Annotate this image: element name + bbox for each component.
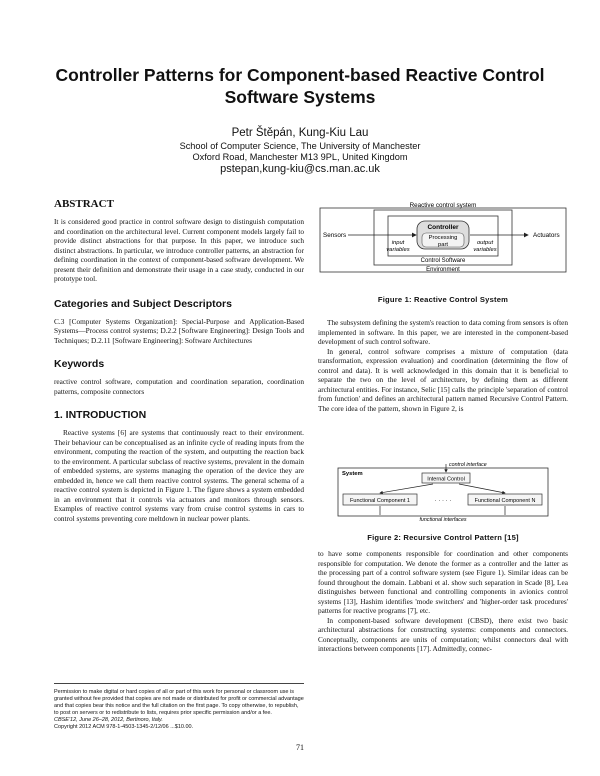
author-names: Petr Štěpán, Kung-Kiu Lau bbox=[231, 127, 369, 139]
functional-interfaces-label: functional interfaces bbox=[419, 517, 467, 522]
output-label-1: output bbox=[476, 240, 494, 246]
system-label: System bbox=[342, 471, 363, 477]
component-n-label: Functional Component N bbox=[474, 498, 536, 504]
title-line-2: Software Systems bbox=[224, 87, 376, 107]
internal-control-label: Internal Control bbox=[427, 476, 465, 483]
controller-label: Controller bbox=[427, 224, 459, 231]
figure-1 bbox=[318, 200, 568, 304]
right-paragraph-2: In general, control software comprises a mixture of computation (data transformation, expression evaluation) and coordination (determining the flow of control and data). It is well acknowledged in this domain that it is beneficial to separate the two on the level of architecture, by defining them as different architectural entities. For instance, Selic [15] calls the principle 'separation of control from function' and defines an architectural pattern named Recursive Control Pattern. The core idea of the pattern, shown in Figure 2, is bbox=[318, 346, 568, 413]
page-number: 71 bbox=[296, 743, 304, 752]
control-software-label: Control Software bbox=[420, 258, 466, 264]
figure-2 bbox=[318, 460, 568, 542]
control-to-component-n bbox=[459, 484, 505, 493]
part-label: part bbox=[438, 242, 448, 248]
introduction-paragraph: Reactive systems [6] are systems that continuously react to their environment. Their behaviour can be conceptualised as an infinite cycle of reading inputs from the environment, computing the reaction of the system, and outputting the reaction back to the environment. A particular subclass of reactive systems, prevalent in the domain of embedded systems, are systems managing the operation of the device they are embedded in, hence we call them reactive control systems. The general schema of a reactive control system is depicted in Figure 1. The figure shows a system embedded in an environment that it controls via actuators and monitors through sensors. Examples of reactive control systems vary from cruise control systems in cars to control systems preventing core meltdown in nuclear power plants. bbox=[54, 428, 304, 523]
right-paragraph-4: In component-based software development (CBSD), there exist two basic architectural abstractions for constructing systems: components and connectors. Conceptually, components are units of computation; whilst connectors deal with interactions between components [17]. Admittedly, connec- bbox=[318, 615, 568, 653]
control-interface-label: control interface bbox=[449, 462, 487, 468]
figure-1-caption: Figure 1: Reactive Control System bbox=[377, 295, 509, 304]
input-label-2: variables bbox=[386, 247, 410, 253]
abstract-text: It is considered good practice in control software design to distinguish computation and coordination on the architectural level. Current component models largely fail to provide distinct abstractions for that purpose. In this paper, we introduce such distinct abstractions. In particular, we introduce controller patterns, an abstraction for defining coordination in the context of component-based software development. We present their definition and demonstrate their usage in a case study, conducted in our prototype tool. bbox=[54, 217, 304, 283]
categories-text: C.3 [Computer Systems Organization]: Special-Purpose and Application-Based Systems—Process control systems; D.2.2 [Software Engineering]: Design Tools and Techniques; D.2.11 [Software Engineering]: Software Architectures bbox=[54, 316, 304, 345]
author-block bbox=[60, 126, 540, 176]
right-column-upper bbox=[318, 318, 568, 413]
reactive-system-label: Reactive control system bbox=[409, 202, 477, 209]
permission-text: Permission to make digital or hard copies of all or part of this work for personal or classroom use is granted without fee provided that copies are not made or distributed for profit or commercial advantage and that copies bear this notice and the full citation on the first page. To copy otherwise, to republish, to post on servers or to redistribute to lists, requires prior specific permission and/or a fee. bbox=[54, 689, 304, 717]
actuators-label: Actuators bbox=[533, 232, 560, 239]
component-1-label: Functional Component 1 bbox=[350, 498, 410, 504]
environment-label: Environment bbox=[426, 267, 460, 273]
ellipsis-label: · · · · · bbox=[434, 498, 452, 504]
paper-title bbox=[40, 64, 560, 108]
figure-2-caption: Figure 2: Recursive Control Pattern [15] bbox=[367, 533, 519, 542]
output-label-2: variables bbox=[473, 247, 497, 253]
keywords-heading: Keywords bbox=[54, 358, 105, 370]
right-paragraph-3: to have some components responsible for coordination and other components responsible for computation. We denote the former as a controller and the latter as the processing part of a control software system (see Figure 1). Similar ideas can be found throughout the domain. Labbani et al. show such separation in Scade [8], Lea distinguishes between functional and controlling components in avionics control systems [13], Hashim identifies 'mode switchers' and 'higher-order task procedures' patterns for reactive programs [7], etc. bbox=[318, 549, 568, 615]
affiliation-line-1: School of Computer Science, The University of Manchester bbox=[179, 141, 421, 151]
author-email: pstepan,kung-kiu@cs.man.ac.uk bbox=[220, 162, 380, 175]
input-label-1: input bbox=[391, 240, 405, 246]
footnote-rule bbox=[54, 683, 304, 684]
left-column bbox=[54, 198, 304, 523]
title-line-1: Controller Patterns for Component-based Reactive Control bbox=[55, 65, 545, 85]
figure-1-diagram bbox=[318, 200, 568, 282]
introduction-heading: 1. INTRODUCTION bbox=[54, 409, 147, 421]
sensors-label: Sensors bbox=[323, 232, 347, 239]
right-paragraph-1: The subsystem defining the system's reaction to data coming from sensors is often implemented in software. In this paper, we are interested in the component-based development of such control software. bbox=[318, 318, 568, 346]
control-to-component-1 bbox=[380, 484, 433, 493]
abstract-heading: ABSTRACT bbox=[54, 198, 114, 210]
right-column-lower bbox=[318, 549, 568, 654]
affiliation-line-2: Oxford Road, Manchester M13 9PL, United Kingdom bbox=[192, 151, 408, 162]
figure-2-diagram bbox=[318, 460, 568, 522]
venue-line: CBSE'12, June 26–28, 2012, Bertinoro, Italy. bbox=[54, 717, 163, 724]
keywords-text: reactive control software, computation and coordination separation, coordination patterns, composite connectors bbox=[54, 377, 304, 396]
categories-heading: Categories and Subject Descriptors bbox=[54, 297, 232, 310]
processing-label: Processing bbox=[428, 235, 458, 241]
copyright-line: Copyright 2012 ACM 978-1-4503-1345-2/12/06 ...$10.00. bbox=[54, 724, 194, 731]
permission-notice bbox=[54, 689, 304, 732]
